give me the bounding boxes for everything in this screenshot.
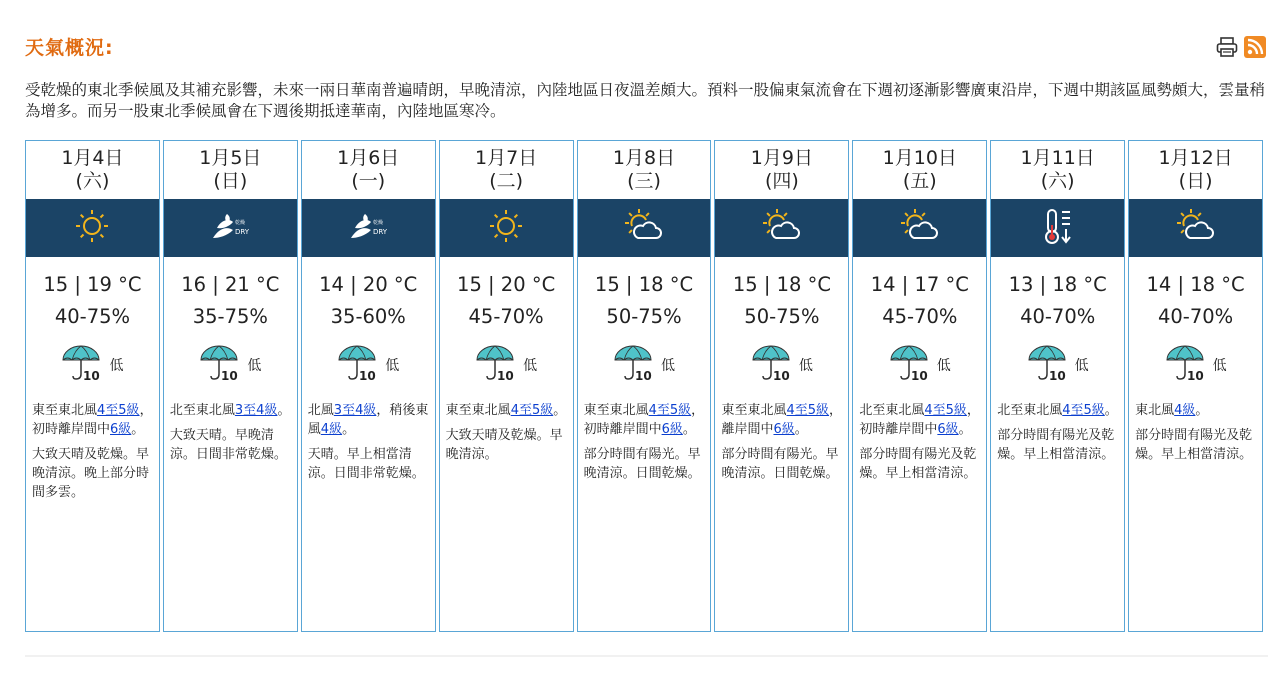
- forecast-day: [852, 140, 987, 632]
- wind-text: 北至東北風: [997, 403, 1063, 418]
- forecast-weekday: (日): [1178, 170, 1213, 192]
- rain-probability-label: 低: [385, 358, 400, 374]
- rain-probability: [578, 345, 711, 385]
- wind-text: 。: [131, 422, 145, 437]
- sun-cloud-icon: [900, 208, 940, 248]
- umbrella-icon: [199, 344, 243, 386]
- umbrella-icon: [1027, 344, 1071, 386]
- wind-text: ，稍後東風: [307, 403, 429, 437]
- weather-icon-band: [302, 199, 435, 257]
- svg-text:10: 10: [1186, 369, 1204, 382]
- forecast-day: [990, 140, 1125, 632]
- temperature-range: 15 | 18 °C: [594, 273, 694, 296]
- forecast-date: 1月7日: [475, 147, 538, 169]
- sunny-icon: [74, 208, 110, 248]
- wind-force-link[interactable]: 3至4級: [333, 403, 377, 418]
- umbrella-icon: [889, 344, 933, 386]
- day-header: [302, 141, 435, 199]
- divider: [25, 655, 1268, 657]
- humidity-range: 45-70%: [882, 305, 958, 328]
- wind-force-link[interactable]: 6級: [937, 422, 959, 437]
- rain-probability: [302, 345, 435, 385]
- humidity-range: 50-75%: [606, 305, 682, 328]
- forecast-day: [1128, 140, 1263, 632]
- forecast-date: 1月11日: [1020, 147, 1095, 169]
- forecast-date: 1月9日: [750, 147, 813, 169]
- wind-text: 北風: [307, 403, 334, 418]
- wind-description: [578, 385, 711, 439]
- weather-description: 大致天晴及乾燥。早晚清涼。: [445, 428, 563, 462]
- sunny-icon: [488, 208, 524, 248]
- wind-text: 。: [1104, 403, 1118, 418]
- forecast-weekday: (六): [1040, 170, 1075, 192]
- wind-text: 。: [958, 422, 972, 437]
- svg-text:10: 10: [772, 369, 790, 382]
- temperature-range: 16 | 21 °C: [181, 273, 280, 296]
- day-header: [578, 141, 711, 199]
- day-header: [853, 141, 986, 199]
- forecast-weekday: (六): [75, 170, 110, 192]
- svg-text:10: 10: [221, 369, 239, 382]
- wind-text: ，初時離岸間中: [583, 403, 705, 437]
- temperature-range: 13 | 18 °C: [1008, 273, 1107, 296]
- weather-description: 天晴。早上相當清涼。日間非常乾燥。: [307, 447, 425, 481]
- wind-text: 。: [277, 403, 291, 418]
- sun-cloud-icon: [624, 208, 664, 248]
- umbrella-icon: [61, 344, 105, 386]
- humidity-range: 35-60%: [330, 305, 406, 328]
- wind-text: 。: [553, 403, 567, 418]
- wind-description: [715, 385, 848, 439]
- wind-text: 東至東北風: [32, 403, 98, 418]
- wind-text: 東至東北風: [445, 403, 511, 418]
- forecast-date: 1月4日: [61, 147, 124, 169]
- umbrella-icon: [613, 344, 657, 386]
- rain-probability: [26, 345, 159, 385]
- rain-probability: [991, 345, 1124, 385]
- wind-text: 。: [1195, 403, 1209, 418]
- rss-feed-icon[interactable]: [1244, 36, 1266, 58]
- forecast-date: 1月8日: [612, 147, 676, 169]
- rain-probability-label: 低: [1212, 358, 1227, 374]
- rain-probability-label: 低: [109, 358, 124, 374]
- forecast-date: 1月10日: [882, 147, 957, 169]
- forecast-weekday: (日): [213, 170, 248, 192]
- wind-description: [1129, 385, 1262, 420]
- forecast-day: [714, 140, 849, 632]
- forecast-weekday: (四): [764, 170, 799, 192]
- wind-force-link[interactable]: 4至5級: [97, 403, 140, 418]
- svg-text:10: 10: [359, 369, 376, 382]
- weather-description: 部分時間有陽光及乾燥。早上相當清涼。: [859, 447, 977, 481]
- wind-description: [853, 385, 986, 439]
- forecast-weekday: (一): [351, 170, 386, 192]
- wind-force-link[interactable]: 6級: [110, 422, 132, 437]
- rain-probability-label: 低: [1074, 358, 1089, 374]
- wind-force-link[interactable]: 4至5級: [1062, 403, 1105, 418]
- forecast-day: [577, 140, 712, 632]
- wind-text: 。: [342, 422, 356, 437]
- forecast-date: 1月12日: [1158, 147, 1233, 169]
- wind-force-link[interactable]: 4至5級: [510, 403, 554, 418]
- umbrella-icon: [337, 344, 381, 386]
- wind-description: [26, 385, 159, 439]
- rain-probability: [164, 345, 297, 385]
- weather-description: 大致天晴及乾燥。早晚清涼。晚上部分時間多雲。: [32, 447, 150, 500]
- umbrella-icon: [1165, 344, 1209, 386]
- rain-probability-label: 低: [798, 358, 813, 374]
- wind-text: 。: [794, 422, 808, 437]
- temperature-range: 14 | 18 °C: [1146, 273, 1245, 296]
- temperature-range: 14 | 17 °C: [870, 273, 969, 296]
- temperature-range: 15 | 20 °C: [457, 273, 556, 296]
- nine-day-forecast: [25, 140, 1263, 632]
- wind-force-link[interactable]: 3至4級: [234, 403, 278, 418]
- svg-text:DRY: DRY: [373, 228, 388, 236]
- weather-description: 部分時間有陽光。早晚清涼。日間乾燥。: [583, 447, 701, 481]
- humidity-range: 50-75%: [744, 305, 820, 328]
- weather-description: 部分時間有陽光。早晚清涼。日間乾燥。: [721, 447, 839, 481]
- wind-text: 北至東北風: [859, 403, 925, 418]
- wind-force-link[interactable]: 4級: [320, 422, 343, 437]
- weather-icon-band: [440, 199, 573, 257]
- wind-text: ，初時離岸間中: [32, 403, 153, 437]
- forecast-day: [439, 140, 574, 632]
- page-title: 天氣概況:: [25, 37, 114, 59]
- svg-text:10: 10: [910, 369, 928, 382]
- sun-cloud-icon: [762, 208, 802, 248]
- svg-text:10: 10: [83, 369, 101, 382]
- wind-description: [440, 385, 573, 420]
- title-actions: [1216, 36, 1266, 58]
- humidity-range: 35-75%: [192, 305, 268, 328]
- wind-text: ，離岸間中: [721, 403, 843, 437]
- wind-force-link[interactable]: 4至5級: [648, 403, 692, 418]
- rain-probability-label: 低: [247, 358, 262, 374]
- wind-force-link[interactable]: 4級: [1174, 403, 1196, 418]
- rain-probability-label: 低: [661, 358, 675, 374]
- sun-cloud-icon: [1176, 208, 1216, 248]
- svg-text:10: 10: [1048, 369, 1066, 382]
- rain-probability: [1129, 345, 1262, 385]
- svg-text:10: 10: [497, 369, 514, 382]
- day-header: [1129, 141, 1262, 199]
- rain-probability-label: 低: [523, 358, 538, 374]
- cold-icon: [1040, 207, 1076, 249]
- wind-force-link[interactable]: 6級: [773, 422, 795, 437]
- forecast-day: [301, 140, 436, 632]
- dry-icon: [345, 208, 391, 248]
- svg-text:乾燥: 乾燥: [235, 220, 246, 226]
- wind-description: [302, 385, 435, 439]
- day-header: [991, 141, 1124, 199]
- day-header: [715, 141, 848, 199]
- weather-icon-band: [1129, 199, 1262, 257]
- dry-icon: [207, 208, 253, 248]
- temperature-range: 14 | 20 °C: [319, 273, 418, 296]
- wind-text: 。: [682, 422, 696, 437]
- forecast-summary: 受乾燥的東北季候風及其補充影響，未來一兩日華南普遍晴朗，早晚清涼，內陸地區日夜溫差頗大。預料一股偏東氣流會在下週初逐漸影響廣東沿岸，下週中期該區風勢頗大，雲量稍為增多。而另一股東北季候風會在下週後期抵達華南，內陸地區寒冷。: [25, 81, 1266, 120]
- forecast-weekday: (三): [627, 170, 661, 192]
- umbrella-icon: [751, 344, 795, 386]
- forecast-weekday: (二): [489, 170, 524, 192]
- weather-icon-band: [164, 199, 297, 257]
- weather-icon-band: [991, 199, 1124, 257]
- umbrella-icon: [475, 344, 519, 386]
- wind-text: 東至東北風: [583, 403, 649, 418]
- humidity-range: 45-70%: [468, 305, 544, 328]
- day-header: [164, 141, 297, 199]
- humidity-range: 40-70%: [1020, 305, 1096, 328]
- temperature-range: 15 | 19 °C: [43, 273, 142, 296]
- weather-icon-band: [578, 199, 711, 257]
- svg-text:10: 10: [635, 369, 652, 382]
- humidity-range: 40-70%: [1157, 305, 1234, 328]
- printer-icon[interactable]: [1216, 37, 1238, 57]
- weather-description: 部分時間有陽光及乾燥。早上相當清涼。: [997, 428, 1115, 462]
- forecast-day: [163, 140, 298, 632]
- weather-icon-band: [853, 199, 986, 257]
- wind-description: [991, 385, 1124, 420]
- forecast-day: [25, 140, 160, 632]
- svg-text:DRY: DRY: [235, 228, 250, 236]
- temperature-range: 15 | 18 °C: [732, 273, 831, 296]
- wind-text: ，初時離岸間中: [859, 403, 980, 437]
- wind-description: [164, 385, 297, 420]
- wind-force-link[interactable]: 6級: [661, 422, 683, 437]
- wind-force-link[interactable]: 4至5級: [924, 403, 967, 418]
- wind-text: 東至東北風: [721, 403, 787, 418]
- rain-probability-label: 低: [936, 358, 951, 374]
- wind-force-link[interactable]: 4至5級: [786, 403, 830, 418]
- rain-probability: [440, 345, 573, 385]
- forecast-date: 1月6日: [337, 147, 400, 169]
- rain-probability: [853, 345, 986, 385]
- weather-description: 大致天晴。早晚清涼。日間非常乾燥。: [169, 428, 287, 462]
- day-header: [26, 141, 159, 199]
- weather-icon-band: [715, 199, 848, 257]
- humidity-range: 40-75%: [54, 305, 131, 328]
- day-header: [440, 141, 573, 199]
- svg-text:乾燥: 乾燥: [373, 220, 384, 226]
- forecast-weekday: (五): [902, 170, 937, 192]
- wind-text: 北至東北風: [169, 403, 235, 418]
- wind-text: 東北風: [1135, 403, 1175, 418]
- rain-probability: [715, 345, 848, 385]
- weather-icon-band: [26, 199, 159, 257]
- forecast-date: 1月5日: [199, 147, 262, 169]
- weather-description: 部分時間有陽光及乾燥。早上相當清涼。: [1135, 428, 1253, 462]
